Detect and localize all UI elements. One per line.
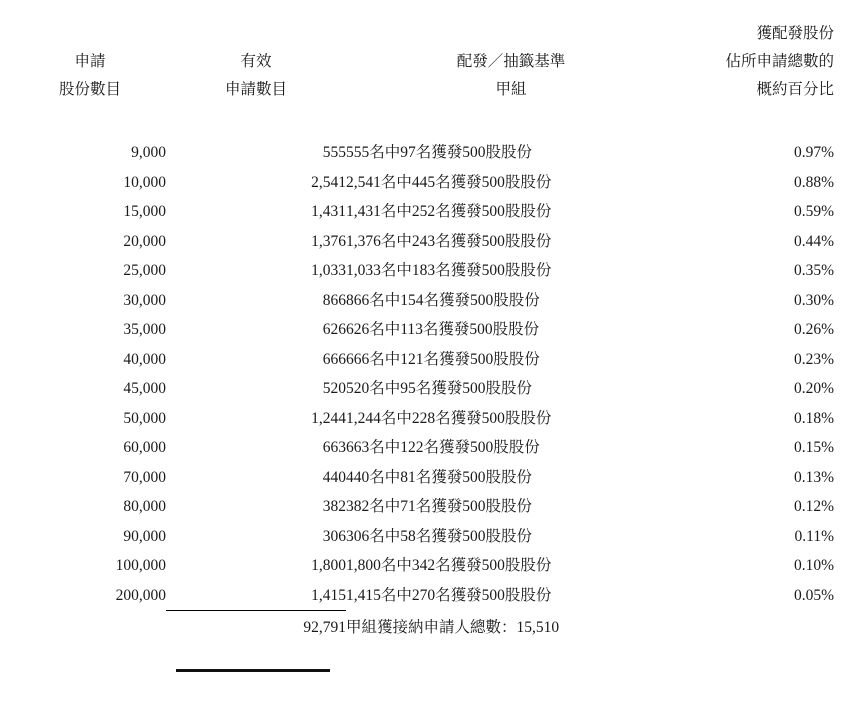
- cell-applied-shares: 35,000: [123, 321, 166, 338]
- cell-allocation-basis: 382名中71名獲發500股股份: [346, 498, 533, 515]
- cell-applied-shares: 90,000: [123, 527, 166, 545]
- header-row: [14, 20, 834, 104]
- table-row: [14, 168, 834, 198]
- cell-percentage: 0.35%: [793, 262, 834, 279]
- column-header-applied-shares-line2: 股份數目: [58, 81, 121, 98]
- underline-spacer-basis: [346, 643, 676, 673]
- cell-applied-shares: 100,000: [115, 557, 166, 574]
- cell-applied-shares: 200,000: [115, 587, 166, 604]
- cell-valid-applications: 1,415: [311, 586, 346, 604]
- table-row: [14, 374, 834, 404]
- cell-applied-shares: 9,000: [131, 144, 166, 161]
- total-row: [14, 611, 834, 643]
- cell-percentage: 0.12%: [793, 498, 834, 515]
- cell-allocation-basis: 1,800名中342名獲發500股股份: [346, 557, 552, 574]
- cell-applied-shares: 45,000: [123, 380, 166, 397]
- document-page: [0, 20, 868, 710]
- table-row: [14, 227, 834, 257]
- column-header-percentage: [676, 20, 834, 104]
- cell-applied-shares: 25,000: [123, 262, 166, 279]
- cell-applied-shares: 70,000: [123, 468, 166, 486]
- cell-percentage: 0.59%: [793, 203, 834, 220]
- cell-valid-applications: 1,431: [311, 203, 346, 220]
- total-double-rule: [166, 643, 346, 673]
- cell-total-accepted-applicants: 甲組獲接納申請人總數：15,510: [346, 619, 560, 636]
- cell-valid-applications: 440: [322, 468, 346, 486]
- cell-valid-applications: 1,800: [311, 557, 346, 574]
- cell-total-percentage: [676, 611, 834, 643]
- table-row: [14, 551, 834, 581]
- table-header: [14, 20, 834, 104]
- header-body-spacer: [14, 104, 834, 138]
- cell-allocation-basis: 1,376名中243名獲發500股股份: [346, 232, 552, 250]
- cell-percentage: 0.20%: [793, 380, 834, 397]
- cell-applied-shares: 10,000: [123, 173, 166, 191]
- cell-applied-shares: 60,000: [123, 439, 166, 456]
- cell-percentage: 0.26%: [793, 321, 834, 338]
- total-underline-row: [14, 643, 834, 673]
- cell-applied-shares: 20,000: [123, 232, 166, 250]
- cell-allocation-basis: 1,033名中183名獲發500股股份: [346, 262, 552, 279]
- cell-percentage: 0.15%: [793, 439, 834, 456]
- column-header-allocation-basis-line1: 配發／抽籤基準: [456, 53, 566, 70]
- cell-total-applied-shares: [14, 611, 166, 643]
- table-row: [14, 138, 834, 168]
- cell-percentage: 0.11%: [794, 527, 834, 545]
- cell-allocation-basis: 1,415名中270名獲發500股股份: [346, 587, 552, 604]
- cell-percentage: 0.23%: [793, 350, 834, 368]
- cell-valid-applications: 1,033: [311, 262, 346, 279]
- cell-valid-applications: 2,541: [311, 173, 346, 191]
- column-header-percentage-line2: 佔所申請總數的: [725, 53, 834, 70]
- column-header-allocation-basis-line2: 甲組: [495, 81, 527, 98]
- cell-allocation-basis: 1,431名中252名獲發500股股份: [346, 203, 552, 220]
- cell-allocation-basis: 663名中122名獲發500股股份: [346, 439, 540, 456]
- cell-applied-shares: 40,000: [123, 350, 166, 368]
- cell-percentage: 0.10%: [793, 557, 834, 574]
- cell-valid-applications: 306: [322, 527, 346, 545]
- cell-percentage: 0.05%: [793, 587, 834, 604]
- table-row: [14, 315, 834, 345]
- cell-applied-shares: 30,000: [123, 291, 166, 309]
- table-row: [14, 433, 834, 463]
- cell-valid-applications: 663: [322, 439, 346, 456]
- cell-applied-shares: 80,000: [123, 498, 166, 515]
- cell-allocation-basis: 520名中95名獲發500股股份: [346, 380, 533, 397]
- cell-valid-applications: 382: [322, 498, 346, 515]
- column-header-applied-shares-line1: 申請: [74, 53, 106, 70]
- cell-allocation-basis: 2,541名中445名獲發500股股份: [346, 173, 552, 191]
- cell-valid-applications: 1,376: [311, 232, 346, 250]
- cell-percentage: 0.30%: [793, 291, 834, 309]
- cell-valid-applications: 520: [322, 380, 346, 397]
- underline-spacer-applied: [14, 643, 166, 673]
- column-header-applied-shares: [14, 20, 166, 104]
- cell-allocation-basis: 440名中81名獲發500股股份: [346, 468, 533, 486]
- cell-valid-applications: 626: [322, 321, 346, 338]
- column-header-percentage-line1: 獲配發股份: [756, 25, 834, 42]
- cell-allocation-basis: 306名中58名獲發500股股份: [346, 527, 533, 545]
- cell-valid-applications: 1,244: [311, 409, 346, 427]
- table-row: [14, 345, 834, 375]
- cell-total-valid-applications: 92,791: [166, 611, 346, 643]
- underline-spacer-pct: [676, 643, 834, 673]
- column-header-valid-applications-line2: 申請數目: [224, 81, 287, 98]
- cell-allocation-basis: 866名中154名獲發500股股份: [346, 291, 540, 309]
- table-row: [14, 492, 834, 522]
- table-row: [14, 463, 834, 493]
- cell-applied-shares: 50,000: [123, 409, 166, 427]
- cell-valid-applications: 666: [322, 350, 346, 368]
- cell-percentage: 0.44%: [793, 232, 834, 250]
- table-row: [14, 581, 834, 611]
- table-body: [14, 104, 834, 672]
- table-row: [14, 286, 834, 316]
- cell-allocation-basis: 555名中97名獲發500股股份: [346, 144, 533, 161]
- cell-percentage: 0.88%: [793, 173, 834, 191]
- table-row: [14, 404, 834, 434]
- table-row: [14, 256, 834, 286]
- cell-valid-applications: 866: [322, 291, 346, 309]
- allocation-table: [14, 20, 834, 672]
- cell-allocation-basis: 626名中113名獲發500股股份: [346, 321, 540, 338]
- cell-percentage: 0.97%: [793, 144, 834, 161]
- cell-percentage: 0.13%: [793, 468, 834, 486]
- cell-percentage: 0.18%: [793, 409, 834, 427]
- table-row: [14, 197, 834, 227]
- cell-allocation-basis: 1,244名中228名獲發500股股份: [346, 409, 552, 427]
- cell-allocation-basis: 666名中121名獲發500股股份: [346, 350, 540, 368]
- column-header-valid-applications-line1: 有效: [240, 53, 272, 70]
- column-header-allocation-basis: [346, 20, 676, 104]
- column-header-percentage-line3: 概約百分比: [756, 81, 834, 98]
- table-row: [14, 522, 834, 552]
- column-header-valid-applications: [166, 20, 346, 104]
- cell-applied-shares: 15,000: [123, 203, 166, 220]
- cell-valid-applications: 555: [322, 144, 346, 161]
